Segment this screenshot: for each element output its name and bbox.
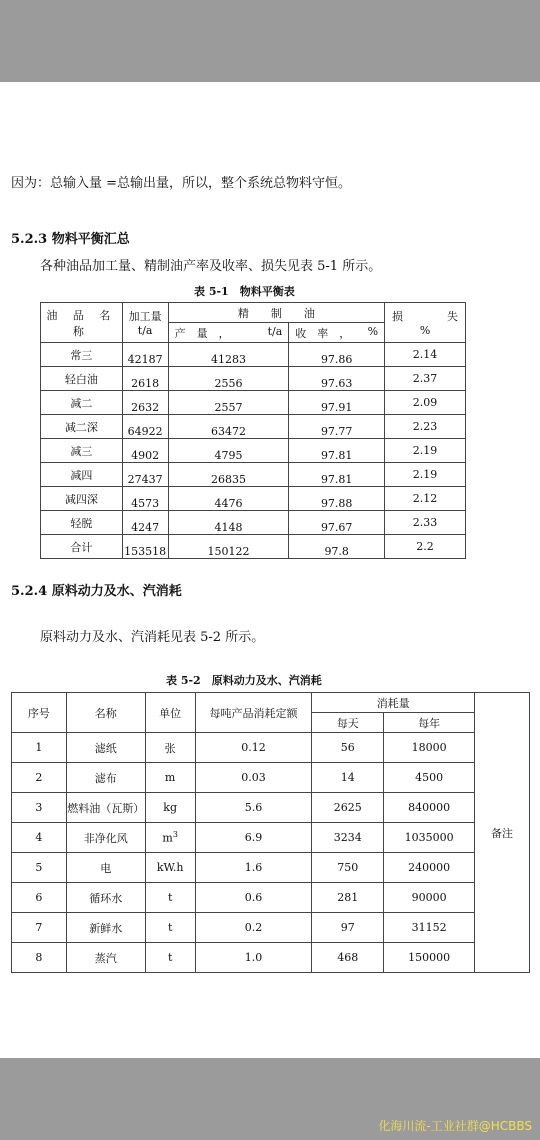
header-quota: 每吨产品消耗定额 [195, 693, 312, 733]
header-yearly: 每年 [384, 713, 475, 733]
section-body: 原料动力及水、汽消耗见表 5-2 所示。 [40, 630, 265, 645]
table-row: 4 非净化风 $m^3$ 6.9 3234 1035000 [12, 823, 530, 853]
header-refined-oil: 精 制 油 [168, 303, 384, 323]
remark-cell: 备注 [475, 693, 530, 973]
material-balance-table [40, 302, 466, 559]
header-oil-name: 油 品 名 称 [41, 303, 123, 343]
table-row: 减二 2632 2557 97.91 2.09 [41, 391, 466, 415]
table-row: 减三 4902 4795 97.81 2.19 [41, 439, 466, 463]
table-row: 常三 42187 41283 97.86 2.14 [41, 343, 466, 367]
watermark-text: 化海川流-工业社群@HCBBS [378, 1119, 532, 1133]
header-daily: 每天 [312, 713, 384, 733]
header-unit: 单位 [145, 693, 195, 733]
section-title: 物料平衡汇总 [51, 232, 130, 247]
table-row: 1 滤纸 张 0.12 56 18000 [12, 733, 530, 763]
table2-caption: 表 5-2 原料动力及水、汽消耗 [166, 674, 322, 687]
table-row: 7 新鲜水 t 0.2 97 31152 [12, 913, 530, 943]
table-row-total: 合计 153518 150122 97.8 2.2 [41, 535, 466, 559]
section-heading-5-2-4 [11, 580, 182, 599]
section-body: 各种油品加工量、精制油产率及收率、损失见表 5-1 所示。 [40, 259, 382, 274]
table-row: 减四深 4573 4476 97.88 2.12 [41, 487, 466, 511]
table-row: 减二深 64922 63472 97.77 2.23 [41, 415, 466, 439]
consumption-table [11, 692, 530, 973]
table-row: 8 蒸汽 t 1.0 468 150000 [12, 943, 530, 973]
table-row: 3 燃料油（瓦斯） kg 5.6 2625 840000 [12, 793, 530, 823]
header-consumption: 消耗量 [312, 693, 475, 713]
intro-line: 因为：总输入量 =总输出量，所以，整个系统总物料守恒。 [11, 176, 352, 191]
table-row: 减四 27437 26835 97.81 2.19 [41, 463, 466, 487]
top-gray-band [0, 0, 540, 82]
table-row: 6 循环水 t 0.6 281 90000 [12, 883, 530, 913]
header-rate: 收 率 ， % [289, 323, 385, 343]
section-number: 5.2.3 [11, 232, 48, 247]
header-name: 名称 [66, 693, 145, 733]
table-row: 5 电 kW.h 1.6 750 240000 [12, 853, 530, 883]
section-title: 原料动力及水、汽消耗 [51, 584, 182, 599]
section-number: 5.2.4 [11, 584, 48, 599]
table-row: 轻白油 2618 2556 97.63 2.37 [41, 367, 466, 391]
table1-caption: 表 5-1 物料平衡表 [194, 285, 295, 298]
section-heading-5-2-3 [11, 228, 130, 247]
header-yield: 产 量 ， t/a [168, 323, 289, 343]
header-index: 序号 [12, 693, 67, 733]
table-row: 2 滤布 m 0.03 14 4500 [12, 763, 530, 793]
header-loss: 损 失 % [385, 303, 466, 343]
table-row: 轻脱 4247 4148 97.67 2.33 [41, 511, 466, 535]
header-amount: 加工量 t/a [122, 303, 168, 343]
bottom-gray-band [0, 1058, 540, 1140]
